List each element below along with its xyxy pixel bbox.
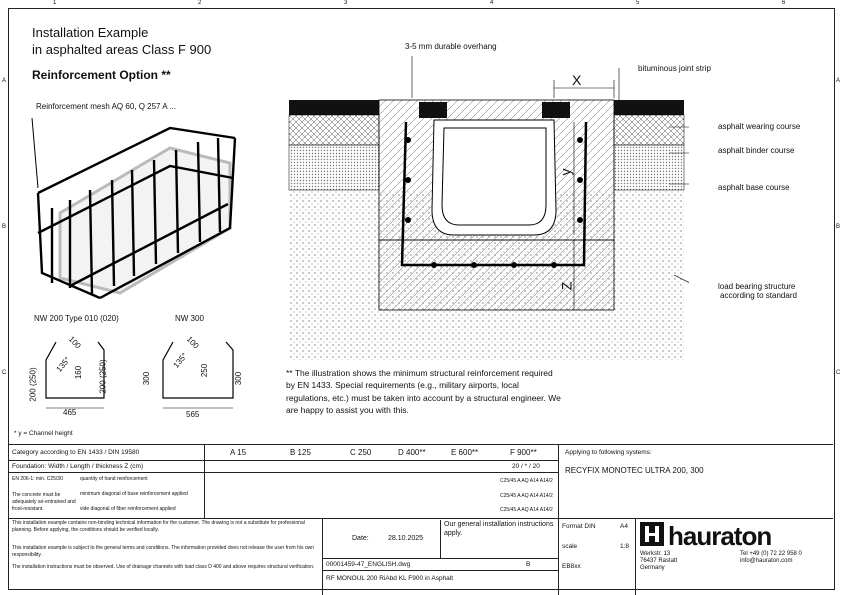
concrete-sub-3: vide diagonal of fiber reinforcement applied — [80, 506, 176, 512]
file-name: 00001459-47_ENGLISH.dwg — [326, 561, 411, 568]
company-address: Werkstr. 13 76437 Rastatt Germany — [640, 551, 678, 571]
grid-row-b-right: B — [836, 224, 841, 230]
instructions-note: Our general installation instructions apply. — [440, 520, 554, 558]
nw300-dim-top: 100 — [184, 334, 201, 351]
mesh-label: Reinforcement mesh AQ 60, Q 257 A ... — [36, 102, 177, 111]
wearing-course-label: asphalt wearing course — [718, 122, 801, 131]
option-title: Reinforcement Option ** — [32, 68, 171, 82]
footer-vrule — [322, 518, 323, 595]
date-label: Date: — [352, 535, 369, 542]
table-rule-4 — [8, 518, 833, 519]
scale-value: 1:8 — [620, 543, 630, 550]
grid-row-a-right: A — [836, 78, 841, 84]
base-course-label: asphalt base course — [718, 183, 790, 192]
foundation-label: Foundation: Width / Length / thickness Z (cm) — [12, 463, 144, 470]
table-vrule-1 — [204, 444, 205, 518]
dim-x: X — [572, 72, 582, 88]
class-c250: C 250 — [350, 448, 372, 457]
class-b125: B 125 — [290, 448, 311, 457]
disclaimer-1: This installation example contains non-binding technical information for the customer. The drawing is not a substitute for professional planning. Before applying, the conditions should be verified locally. — [12, 520, 305, 533]
page-title: Installation Example in asphalted areas Class F 900 — [32, 25, 212, 57]
grid-row-c-right: C — [836, 370, 841, 376]
grid-row-b: B — [2, 224, 7, 230]
nw200-label: NW 200 Type 010 (020) — [34, 314, 119, 323]
drawing-code: EB8xx — [562, 563, 581, 570]
concrete-val-3: C25/45 A AQ A14 A14/2 — [500, 507, 553, 513]
table-top-rule — [8, 444, 833, 445]
grid-col-1: 1 — [53, 0, 57, 6]
class-d400: D 400** — [398, 448, 426, 457]
concrete-label-1: EN 206-1: min. C25/30 — [12, 476, 63, 482]
dim-z: Z — [558, 281, 575, 291]
grid-col-4: 4 — [490, 0, 494, 6]
disclaimer-3: The installation instructions must be observed. Use of drainage channels with load class D 400 and above requires structural verification. — [12, 564, 315, 570]
drawing-name: RF MONOUL 200 RiAbd KL F900 in Asphalt — [326, 575, 454, 582]
company-contact: Tel +49 (0) 72 22 958 0 info@hauraton.com — [740, 551, 802, 564]
nw300-dim-w: 565 — [186, 410, 200, 419]
structural-note: ** The illustration shows the minimum structural reinforcement required by EN 1433. Special requirements (e.g., military airports, local regulations, etc.) must be taken into account by a structural engineer. We are happy to assist you with this. — [286, 368, 561, 415]
nw300-dim-h2: 300 — [142, 371, 152, 386]
nw200-dim-w: 465 — [63, 408, 77, 417]
system-name: RECYFIX MONOTEC ULTRA 200, 300 — [565, 466, 704, 475]
company-logo-text: hauraton — [668, 521, 772, 551]
grid-col-6: 6 — [782, 0, 786, 6]
nw300-dim-h1: 250 — [200, 363, 210, 378]
nw200-dim-h2: 200 (250) — [28, 367, 38, 402]
grid-row-c: C — [2, 370, 7, 376]
foundation-value: 20 / * / 20 — [512, 463, 540, 470]
class-a15: A 15 — [230, 448, 247, 457]
applying-label: Applying to following systems: — [565, 449, 652, 456]
class-f900: F 900** — [510, 448, 537, 457]
concrete-sub-2: minimum diagonal of base reinforcement applied — [80, 491, 188, 497]
reinforcement-cage-drawing — [20, 108, 245, 308]
class-e600: E 600** — [451, 448, 479, 457]
hauraton-logo-icon — [640, 522, 664, 546]
footer-rule — [322, 558, 558, 559]
concrete-val-2: C25/45 A AQ A14 A14/2 — [500, 493, 553, 499]
nw200-dim-top: 100 — [66, 334, 83, 351]
disclaimer-2: This installation example is subject to the general terms and conditions. The information provided does not release the user from his own responsibility. — [12, 545, 315, 558]
load-structure-label: load bearing structure according to standard — [718, 282, 797, 300]
grid-col-5: 5 — [636, 0, 640, 6]
nw200-dim-h1: 160 — [74, 365, 84, 380]
nw300-dim-angle: 135° — [171, 351, 190, 370]
grid-col-2: 2 — [198, 0, 202, 6]
concrete-sub-1: quantity of hand reinforcement — [80, 476, 148, 482]
channel-height-note: * y = Channel height — [14, 430, 73, 437]
nw200-dim-h3: 200 (250) — [98, 359, 108, 394]
overhang-label: 3-5 mm durable overhang — [405, 42, 497, 51]
date-value: 28.10.2025 — [388, 535, 424, 542]
concrete-val-1: C25/45 A AQ A14 A14/2 — [500, 478, 553, 484]
nw200-dim-angle: 135° — [54, 355, 73, 374]
table-vrule-2 — [558, 444, 559, 595]
revision: B — [526, 561, 531, 568]
format-label: Format DIN — [562, 523, 596, 530]
binder-course-label: asphalt binder course — [718, 146, 795, 155]
footer-rule-2 — [322, 570, 558, 571]
concrete-label-2: The concrete must be adequately air-entrained and frost-resistant. — [12, 492, 76, 512]
grid-row-a: A — [2, 78, 7, 84]
nw300-dim-h3: 300 — [234, 371, 244, 386]
scale-label: scale — [562, 543, 578, 550]
table-rule-2 — [8, 460, 558, 461]
table-rule-3 — [8, 472, 558, 473]
nw300-label: NW 300 — [175, 314, 204, 323]
grid-col-3: 3 — [344, 0, 348, 6]
cross-section-drawing — [284, 50, 689, 362]
logo-vrule — [635, 518, 636, 595]
dim-y: y — [557, 168, 574, 176]
category-label: Category according to EN 1433 / DIN 19580 — [12, 449, 140, 456]
format-value: A4 — [620, 523, 628, 530]
joint-strip-label: bituminous joint strip — [638, 64, 711, 73]
